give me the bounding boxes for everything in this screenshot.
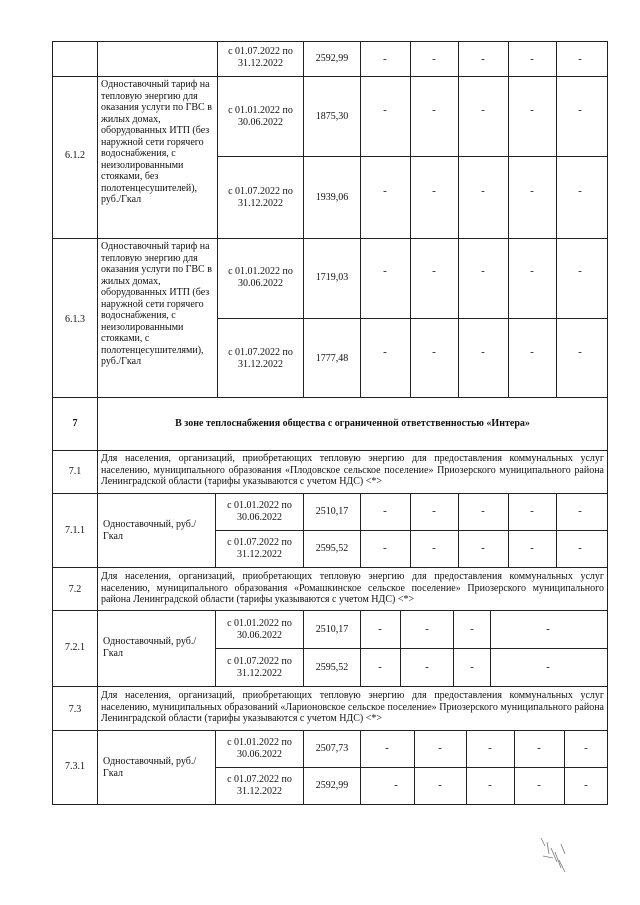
empty-cell-dash: - [578,505,582,517]
row-number: 6.1.2 [65,150,85,161]
empty-cell-dash: - [481,265,485,277]
empty-cell-dash: - [584,742,588,754]
empty-cell-dash: - [481,185,485,197]
value-cell: 1875,30 [315,111,349,122]
row-number: 6.1.3 [65,314,85,325]
empty-cell-dash: - [383,346,387,358]
empty-cell-dash: - [432,542,436,554]
value-cell: 1939,06 [315,192,349,203]
period-cell: с 01.07.2022 по 31.12.2022 [227,656,292,679]
empty-cell-dash: - [488,742,492,754]
empty-cell-dash: - [578,265,582,277]
row-number: 7.1 [68,466,82,477]
period-cell: с 01.01.2022 по 30.06.2022 [228,266,293,289]
row-description: Одноставочный, руб./Гкал [103,756,197,779]
row-description: Одноставочный, руб./Гкал [103,636,197,659]
empty-cell-dash: - [530,346,534,358]
row-description: Для населения, организаций, приобретающих тепловую энергию для предоставления коммунальных услуг населению, муниципального образования «Ромашкинское сельское поселение» Приозерского муниципального района Ленинградской области (тарифы указываются с учетом НДС) <*> [101,571,604,605]
period-cell: с 01.07.2022 по 31.12.2022 [227,537,292,560]
empty-cell-dash: - [578,346,582,358]
period-cell: с 01.07.2022 по 31.12.2022 [228,347,293,370]
empty-cell-dash: - [394,779,398,791]
empty-cell-dash: - [470,661,474,673]
row-number: 7.3.1 [65,761,85,772]
empty-cell-dash: - [383,265,387,277]
period-cell: с 01.01.2022 по 30.06.2022 [227,500,292,523]
empty-cell-dash: - [385,742,389,754]
section-title: В зоне теплоснабжения общества с ограниченной ответственностью «Интера» [175,418,530,429]
empty-cell-dash: - [383,542,387,554]
empty-cell-dash: - [481,53,485,65]
period-cell: с 01.07.2022 по 31.12.2022 [227,774,292,797]
empty-cell-dash: - [578,53,582,65]
empty-cell-dash: - [537,742,541,754]
empty-cell-dash: - [546,623,550,635]
value-cell: 2507,73 [315,743,349,754]
empty-cell-dash: - [530,104,534,116]
empty-cell-dash: - [530,505,534,517]
row-description: Одноставочный тариф на тепловую энергию для оказания услуги по ГВС в жилых домах, оборудованных ИТП (без наружной сети горячего водоснабжения, с неизолированными стояками, с полотенцесушителями), руб./Гкал [101,241,212,367]
empty-cell-dash: - [432,104,436,116]
section-number: 7 [72,418,78,429]
empty-cell-dash: - [432,185,436,197]
row-number: 7.2 [68,584,82,595]
signature-scribble [535,832,575,882]
row-description: Одноставочный тариф на тепловую энергию для оказания услуги по ГВС в жилых домах, оборудованных ИТП (без наружной сети горячего водоснабжения, с неизолированными стояками, без полотенцесушителей), руб./Гкал [101,79,212,205]
row-description: Для населения, организаций, приобретающих тепловую энергию для предоставления коммунальных услуг населению, муниципальных образований «Ларионовское сельское поселение» Приозерского муниципального района Ленинградской области (тарифы указываются с учетом НДС) <*> [101,690,604,724]
row-description: Одноставочный, руб./Гкал [103,519,197,542]
empty-cell-dash: - [488,779,492,791]
value-cell: 1719,03 [315,272,349,283]
empty-cell-dash: - [378,661,382,673]
row-description: Для населения, организаций, приобретающих тепловую энергию для предоставления коммунальных услуг населению, муниципального образования «Плодовское сельское поселение» Приозерского муниципального района Ленинградской области (тарифы указываются с учетом НДС) <*> [101,453,604,487]
empty-cell-dash: - [530,542,534,554]
row-number: 7.2.1 [65,642,85,653]
empty-cell-dash: - [584,779,588,791]
value-cell: 2510,17 [315,506,349,517]
empty-cell-dash: - [378,623,382,635]
value-cell: 2592,99 [315,780,349,791]
empty-cell-dash: - [481,542,485,554]
empty-cell-dash: - [432,505,436,517]
empty-cell-dash: - [530,53,534,65]
value-cell: 2595,52 [315,543,349,554]
empty-cell-dash: - [438,742,442,754]
empty-cell-dash: - [530,265,534,277]
empty-cell-dash: - [383,104,387,116]
empty-cell-dash: - [432,346,436,358]
period-cell: с 01.01.2022 по 30.06.2022 [227,618,292,641]
value-cell: 2510,17 [315,624,349,635]
period-cell: с 01.01.2022 по 30.06.2022 [228,105,293,128]
period-cell: с 01.01.2022 по 30.06.2022 [227,737,292,760]
empty-cell-dash: - [481,505,485,517]
value-cell: 2592,99 [315,53,349,64]
empty-cell-dash: - [470,623,474,635]
row-number: 7.3 [68,704,82,715]
empty-cell-dash: - [546,661,550,673]
empty-cell-dash: - [383,185,387,197]
value-cell: 2595,52 [315,662,349,673]
empty-cell-dash: - [383,505,387,517]
empty-cell-dash: - [383,53,387,65]
empty-cell-dash: - [481,346,485,358]
empty-cell-dash: - [530,185,534,197]
empty-cell-dash: - [432,265,436,277]
row-number: 7.1.1 [65,525,85,536]
empty-cell-dash: - [578,185,582,197]
empty-cell-dash: - [481,104,485,116]
empty-cell-dash: - [432,53,436,65]
empty-cell-dash: - [578,104,582,116]
value-cell: 1777,48 [315,353,349,364]
period-cell: с 01.07.2022 по 31.12.2022 [228,46,293,69]
empty-cell-dash: - [425,661,429,673]
empty-cell-dash: - [578,542,582,554]
empty-cell-dash: - [438,779,442,791]
empty-cell-dash: - [537,779,541,791]
period-cell: с 01.07.2022 по 31.12.2022 [228,186,293,209]
empty-cell-dash: - [425,623,429,635]
